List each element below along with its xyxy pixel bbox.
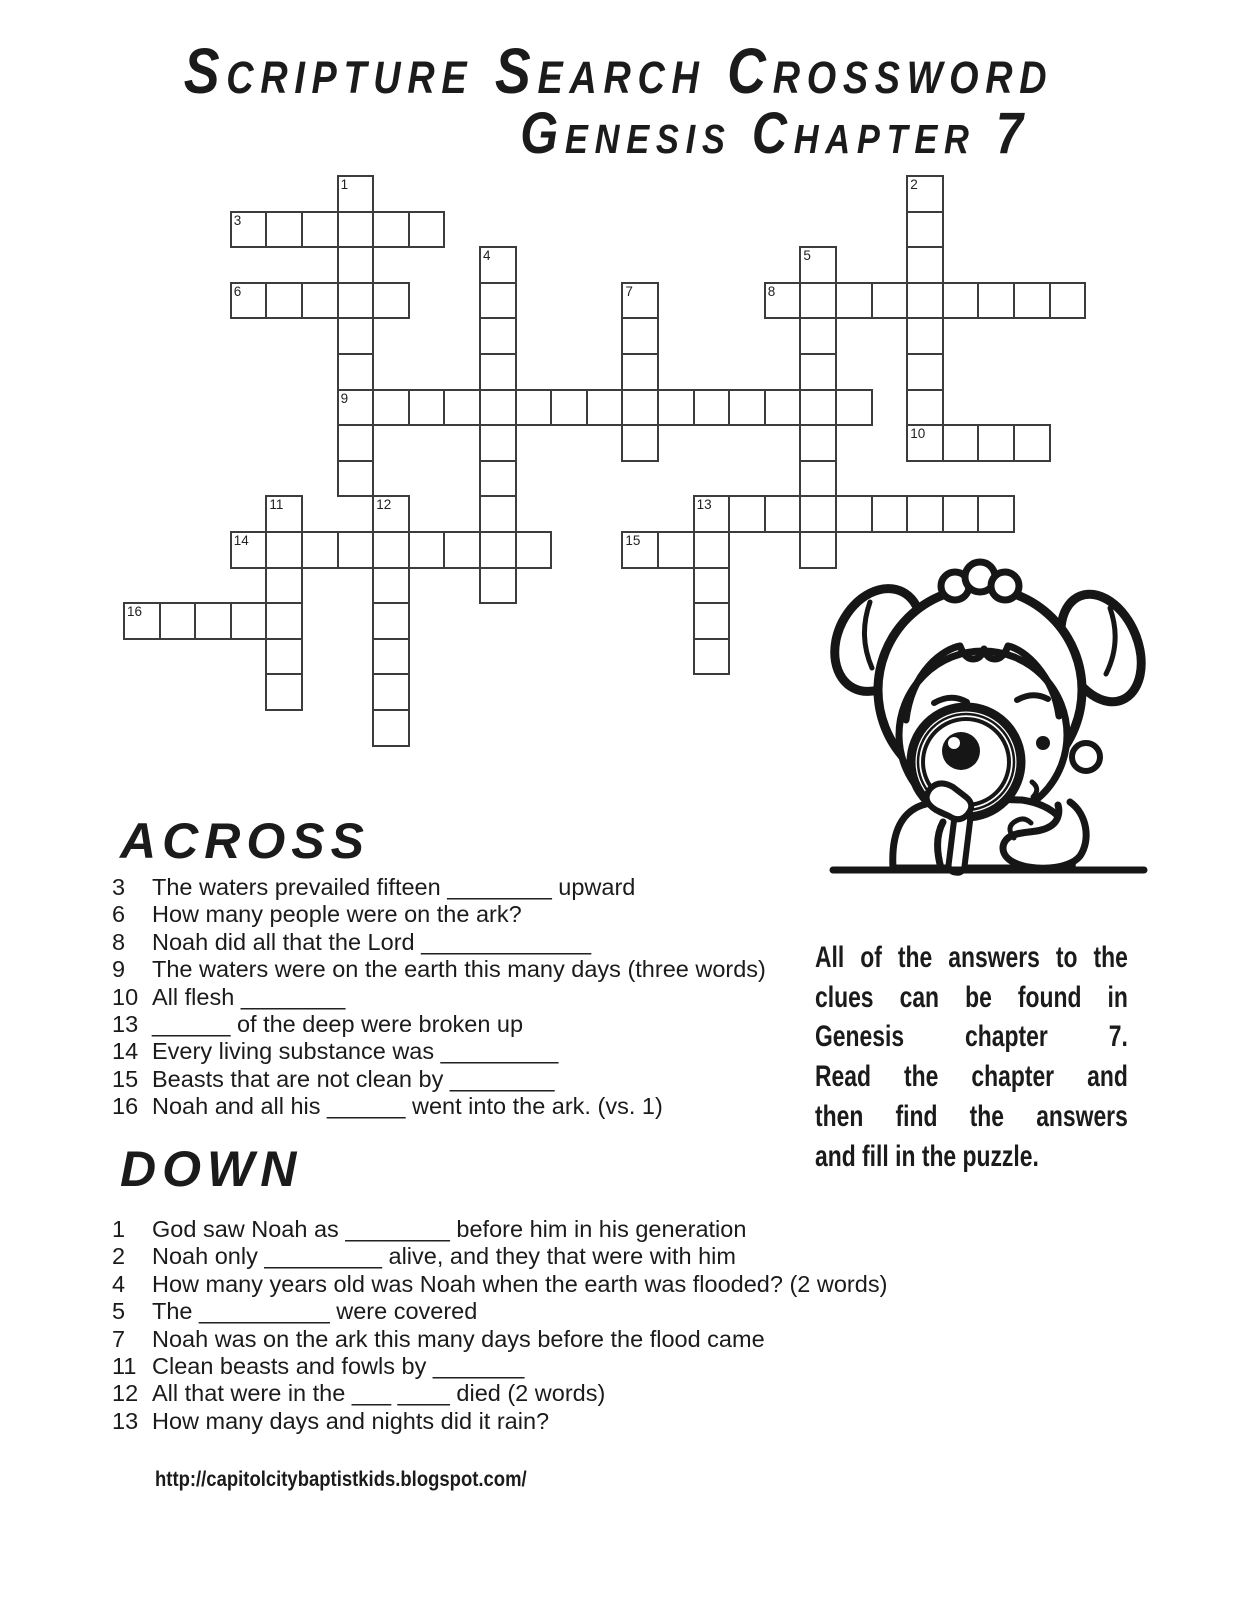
grid-cell[interactable] <box>906 211 944 249</box>
clue-text: All flesh ________ <box>152 983 346 1010</box>
grid-cell[interactable] <box>337 282 375 320</box>
grid-cell[interactable] <box>906 175 944 213</box>
grid-cell[interactable] <box>764 282 802 320</box>
eye-through-lens <box>942 732 980 770</box>
grid-cell[interactable] <box>906 389 944 427</box>
grid-cell[interactable] <box>372 602 410 640</box>
clue-row <box>112 1011 766 1038</box>
clue-number: 7 <box>112 1325 126 1352</box>
grid-clue-number: 4 <box>483 248 491 264</box>
grid-clue-number: 15 <box>625 533 641 548</box>
grid-cell[interactable] <box>728 389 766 427</box>
grid-cell[interactable] <box>942 424 980 462</box>
grid-cell[interactable] <box>337 211 375 249</box>
grid-cell[interactable] <box>230 282 268 320</box>
grid-cell[interactable] <box>515 531 553 569</box>
grid-cell[interactable] <box>230 602 268 640</box>
clue-text: The __________ were covered <box>152 1298 478 1325</box>
grid-cell[interactable] <box>906 246 944 284</box>
clue-number: 16 <box>112 1093 139 1120</box>
grid-cell[interactable] <box>1013 424 1051 462</box>
clue-number: 14 <box>112 1038 139 1065</box>
grid-cell[interactable] <box>159 602 197 640</box>
grid-cell[interactable] <box>408 531 446 569</box>
grid-cell[interactable] <box>337 424 375 462</box>
grid-cell[interactable] <box>799 389 837 427</box>
clue-row <box>112 1216 887 1243</box>
across-section <box>112 813 766 1121</box>
eye-right <box>1036 736 1050 750</box>
grid-cell[interactable] <box>621 389 659 427</box>
grid-cell[interactable] <box>265 567 303 605</box>
grid-cell[interactable] <box>372 531 410 569</box>
grid-cell[interactable] <box>479 495 517 533</box>
grid-cell[interactable] <box>515 389 553 427</box>
grid-cell[interactable] <box>372 567 410 605</box>
clue-row <box>112 901 766 928</box>
clue-number: 13 <box>112 1011 139 1038</box>
clue-text: How many years old was Noah when the earth was flooded? (2 words) <box>152 1270 888 1297</box>
clue-number: 8 <box>112 928 126 955</box>
grid-cell[interactable] <box>443 389 481 427</box>
grid-cell[interactable] <box>621 531 659 569</box>
grid-cell[interactable] <box>230 531 268 569</box>
grid-clue-number: 2 <box>910 177 918 192</box>
note-line: All of the answers to the <box>815 941 1128 974</box>
clue-row <box>112 956 766 983</box>
grid-cell[interactable] <box>337 175 375 213</box>
down-section <box>112 1141 888 1435</box>
clue-row <box>112 874 766 901</box>
note-line: clues can be found in <box>815 980 1128 1014</box>
grid-cell[interactable] <box>479 424 517 462</box>
clue-number: 15 <box>112 1065 139 1092</box>
grid-cell[interactable] <box>693 567 731 605</box>
grid-cell[interactable] <box>301 531 339 569</box>
clue-row <box>112 1326 887 1353</box>
grid-cell[interactable] <box>977 495 1015 533</box>
grid-cell[interactable] <box>408 211 446 249</box>
grid-cell[interactable] <box>693 638 731 676</box>
grid-cell[interactable] <box>621 282 659 320</box>
clue-text: Every living substance was _________ <box>152 1038 559 1065</box>
grid-cell[interactable] <box>977 282 1015 320</box>
clue-text: God saw Noah as ________ before him in his generation <box>152 1216 747 1242</box>
grid-cell[interactable] <box>337 460 375 498</box>
grid-cell[interactable] <box>835 389 873 427</box>
grid-cell[interactable] <box>977 424 1015 462</box>
clue-text: How many days and nights did it rain? <box>152 1407 550 1434</box>
grid-clue-number: 12 <box>376 497 392 513</box>
clue-text: ______ of the deep were broken up <box>152 1011 524 1038</box>
grid-cell[interactable] <box>479 246 517 284</box>
grid-clue-number: 14 <box>233 533 249 548</box>
across-header: ACROSS <box>120 813 370 869</box>
clue-row <box>112 1093 766 1120</box>
note-line: then find the answers <box>815 1099 1128 1133</box>
grid-cell[interactable] <box>337 389 375 427</box>
instructions-note <box>815 938 1128 1176</box>
grid-cell[interactable] <box>621 317 659 355</box>
grid-clue-number: 13 <box>696 497 712 513</box>
clue-number: 13 <box>112 1407 139 1434</box>
clue-row <box>112 1408 887 1435</box>
grid-cell[interactable] <box>372 638 410 676</box>
clue-number: 11 <box>112 1353 137 1380</box>
clue-row <box>112 1271 887 1298</box>
grid-cell[interactable] <box>693 495 731 533</box>
grid-cell[interactable] <box>871 282 909 320</box>
clue-number: 9 <box>112 956 126 983</box>
clue-number: 10 <box>112 983 139 1010</box>
clue-row <box>112 1243 887 1270</box>
grid-cell[interactable] <box>906 353 944 391</box>
ear <box>1072 743 1100 771</box>
grid-cell[interactable] <box>372 389 410 427</box>
grid-clue-number: 11 <box>269 497 284 513</box>
clue-row <box>112 984 766 1011</box>
clue-text: How many people were on the ark? <box>152 901 522 928</box>
grid-cell[interactable] <box>265 602 303 640</box>
grid-cell[interactable] <box>265 673 303 711</box>
clue-text: Noah and all his ______ went into the ark. (vs. 1) <box>152 1093 663 1120</box>
page-title: Scripture Search Crossword <box>183 35 1054 107</box>
grid-cell[interactable] <box>372 709 410 747</box>
page-subtitle: Genesis Chapter 7 <box>520 101 1030 166</box>
grid-cell[interactable] <box>1013 282 1051 320</box>
grid-clue-number: 6 <box>233 283 242 299</box>
grid-cell[interactable] <box>657 531 695 569</box>
grid-cell[interactable] <box>479 460 517 498</box>
grid-clue-number: 3 <box>233 212 242 228</box>
grid-clue-number: 8 <box>767 283 776 299</box>
grid-cell[interactable] <box>479 531 517 569</box>
grid-cell[interactable] <box>550 389 588 427</box>
grid-cell[interactable] <box>265 282 303 320</box>
clue-number: 6 <box>112 901 126 928</box>
clue-row <box>112 1298 887 1325</box>
grid-cell[interactable] <box>479 317 517 355</box>
clue-number: 2 <box>112 1243 126 1270</box>
grid-cell[interactable] <box>337 531 375 569</box>
clue-row <box>112 1353 887 1380</box>
grid-cell[interactable] <box>337 246 375 284</box>
grid-cell[interactable] <box>657 389 695 427</box>
clue-row <box>112 929 766 956</box>
grid-cell[interactable] <box>799 460 837 498</box>
grid-cell[interactable] <box>265 531 303 569</box>
grid-cell[interactable] <box>799 353 837 391</box>
grid-cell[interactable] <box>764 495 802 533</box>
grid-cell[interactable] <box>372 673 410 711</box>
grid-cell[interactable] <box>906 317 944 355</box>
girl-magnifying-glass-illustration <box>808 550 1148 890</box>
clue-text: The waters prevailed fifteen ________ upward <box>152 874 636 900</box>
grid-cell[interactable] <box>301 282 339 320</box>
grid-cell[interactable] <box>372 211 410 249</box>
grid-cell[interactable] <box>835 282 873 320</box>
hair-curls <box>941 562 1019 600</box>
grid-cell[interactable] <box>479 353 517 391</box>
grid-cell[interactable] <box>835 495 873 533</box>
grid-cell[interactable] <box>799 495 837 533</box>
grid-cell[interactable] <box>301 211 339 249</box>
grid-cell[interactable] <box>479 282 517 320</box>
across-clues <box>112 874 766 1121</box>
note-line: and fill in the puzzle. <box>815 1139 1039 1173</box>
clue-row <box>112 1038 766 1065</box>
grid-cell[interactable] <box>799 282 837 320</box>
grid-cell[interactable] <box>586 389 624 427</box>
grid-cell[interactable] <box>693 531 731 569</box>
clue-number: 5 <box>112 1298 126 1325</box>
down-clues <box>112 1216 887 1435</box>
clue-text: Clean beasts and fowls by _______ <box>152 1353 525 1380</box>
grid-cell[interactable] <box>1049 282 1087 320</box>
grid-cell[interactable] <box>230 211 268 249</box>
grid-cell[interactable] <box>693 389 731 427</box>
grid-cell[interactable] <box>942 495 980 533</box>
grid-clue-number: 16 <box>127 604 143 620</box>
clue-text: Noah only _________ alive, and they that were with him <box>152 1243 736 1270</box>
grid-cell[interactable] <box>337 317 375 355</box>
grid-cell[interactable] <box>265 211 303 249</box>
grid-cell[interactable] <box>372 495 410 533</box>
grid-cell[interactable] <box>194 602 232 640</box>
clue-number: 3 <box>112 874 126 900</box>
grid-cell[interactable] <box>479 567 517 605</box>
grid-clue-number: 7 <box>625 283 633 299</box>
footer-url: http://capitolcitybaptistkids.blogspot.com/ <box>155 1468 527 1491</box>
note-line: Genesis chapter 7. <box>815 1020 1128 1054</box>
down-header: DOWN <box>120 1141 303 1197</box>
grid-cell[interactable] <box>408 389 446 427</box>
clue-text: Noah did all that the Lord _____________ <box>152 928 592 955</box>
grid-clue-number: 10 <box>910 426 926 442</box>
grid-clue-number: 9 <box>340 390 349 406</box>
grid-cell[interactable] <box>372 282 410 320</box>
grid-cell[interactable] <box>799 246 837 284</box>
grid-clue-number: 1 <box>340 177 349 192</box>
grid-cell[interactable] <box>621 353 659 391</box>
grid-clue-number: 5 <box>803 248 811 264</box>
note-line: Read the chapter and <box>815 1060 1128 1094</box>
clue-number: 1 <box>112 1216 126 1242</box>
grid-cell[interactable] <box>265 638 303 676</box>
clue-text: The waters were on the earth this many days (three words) <box>152 956 766 983</box>
grid-cell[interactable] <box>479 389 517 427</box>
grid-cell[interactable] <box>728 495 766 533</box>
clue-text: Noah was on the ark this many days before the flood came <box>152 1325 765 1352</box>
grid-cell[interactable] <box>799 424 837 462</box>
grid-cell[interactable] <box>871 495 909 533</box>
grid-cell[interactable] <box>621 424 659 462</box>
clue-number: 12 <box>112 1380 139 1407</box>
clue-number: 4 <box>112 1270 126 1297</box>
grid-cell[interactable] <box>799 317 837 355</box>
grid-cell[interactable] <box>265 495 303 533</box>
grid-cell[interactable] <box>906 282 944 320</box>
clue-text: Beasts that are not clean by ________ <box>152 1065 555 1092</box>
clue-row <box>112 1380 887 1407</box>
grid-cell[interactable] <box>764 389 802 427</box>
grid-cell[interactable] <box>123 602 161 640</box>
grid-cell[interactable] <box>906 495 944 533</box>
grid-cell[interactable] <box>337 353 375 391</box>
grid-cell[interactable] <box>906 424 944 462</box>
grid-cell[interactable] <box>693 602 731 640</box>
grid-cell[interactable] <box>942 282 980 320</box>
grid-cell[interactable] <box>443 531 481 569</box>
clue-row <box>112 1066 766 1093</box>
clue-text: All that were in the ___ ____ died (2 words) <box>152 1380 606 1407</box>
